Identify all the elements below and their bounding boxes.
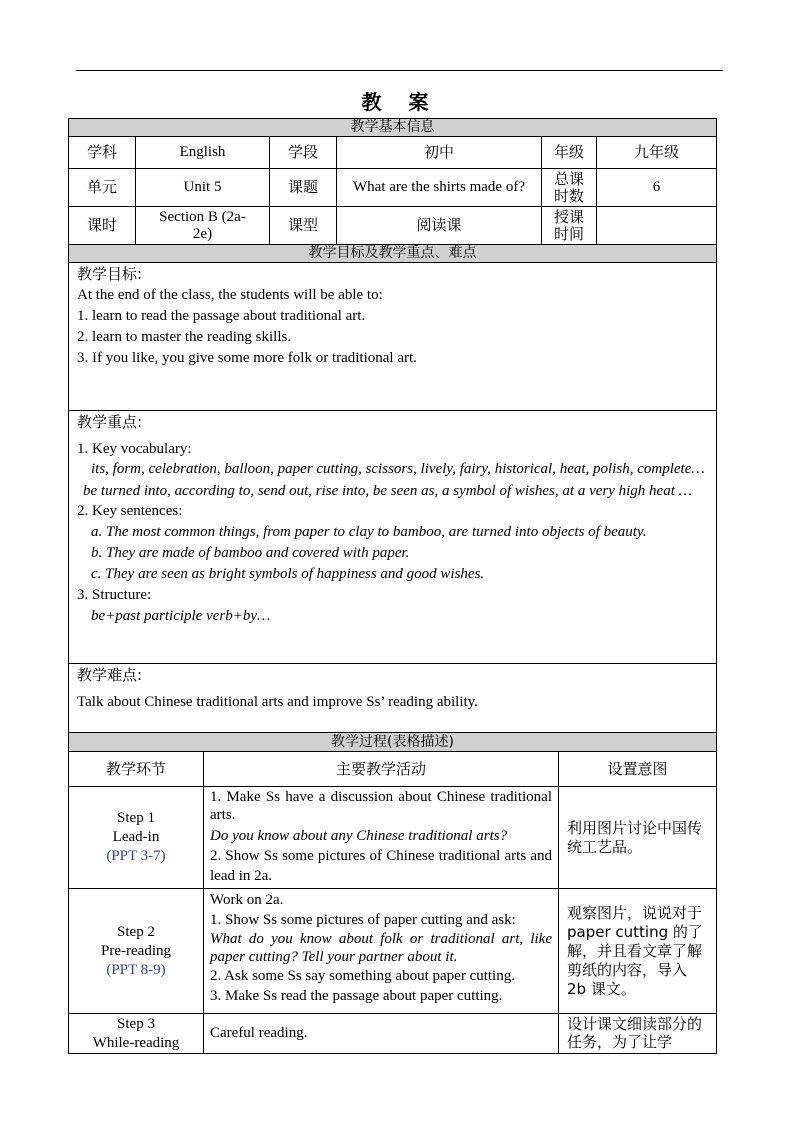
basic-info-header: 教学基本信息 [69,119,717,137]
step-2-activity: 3. Make Ss read the passage about paper cutting. [210,988,503,1004]
type-label: 课型 [270,207,337,245]
difficulty-text: Talk about Chinese traditional arts and improve Ss’ reading ability. [77,694,478,710]
info-row-3 [69,207,717,245]
vocabulary-title: 1. Key vocabulary: [77,441,192,457]
step-1-row [69,787,717,889]
unit-value: Unit 5 [136,169,270,207]
top-rule [76,70,723,71]
lesson-label: 课时 [69,207,136,245]
goals-intro: At the end of the class, the students will be able to: [77,287,383,303]
structure-text: be+past participle verb+by… [91,608,271,624]
col-intent-header: 设置意图 [559,752,717,787]
step-1-activities [204,787,559,889]
total-hours-value: 6 [597,169,717,207]
step-2-activity: 2. Ask some Ss say something about paper cutting. [210,968,515,984]
total-hours-label: 总课时数 [542,169,597,207]
goal-item: 2. learn to master the reading skills. [77,329,292,345]
step-2-activity: What do you know about folk or traditional art, like paper cutting? Tell your partner about it. [210,931,552,965]
vocabulary-words: its, form, celebration, balloon, paper cutting, scissors, lively, fairy, historical, heat, polish, complete… [91,461,705,477]
key-points-row [69,411,717,664]
document-title: 教 案 [361,90,439,114]
goals-row [69,263,717,411]
step-2-activity: 1. Show Ss some pictures of paper cutting and ask: [210,912,516,928]
step-1-ppt: (PPT 3-7) [106,848,166,864]
step-3-name: While-reading [92,1035,180,1051]
step-3-number: Step 3 [117,1016,155,1032]
col-stage-header: 教学环节 [69,752,204,787]
process-header-row [69,733,717,752]
goals-label: 教学目标: [77,265,143,283]
difficulty-label: 教学难点: [77,666,143,684]
col-activities-header: 主要教学活动 [204,752,559,787]
goal-item: 3. If you like, you give some more folk or traditional art. [77,350,417,366]
step-1-intent: 利用图片讨论中国传统工艺品。 [559,787,717,889]
stage-value: 初中 [337,137,542,169]
step-1-stage [69,787,204,889]
info-row-2 [69,169,717,207]
step-2-activities [204,889,559,1014]
sentences-title: 2. Key sentences: [77,503,183,519]
plan-table [68,118,717,733]
process-header: 教学过程(表格描述) [69,733,717,752]
process-table [68,732,717,1054]
lesson-value: Section B (2a-2e) [136,207,270,245]
step-2-name: Pre-reading [101,942,171,959]
step-2-row [69,889,717,1014]
unit-label: 单元 [69,169,136,207]
basic-info-header-row [69,119,717,137]
difficulty-row [69,664,717,733]
objectives-header: 教学目标及教学重点、难点 [69,245,717,263]
key-points-cell [69,411,717,664]
goals-cell [69,263,717,411]
step-1-activity: Do you know about any Chinese traditional arts? [210,828,508,844]
step-2-activity: Work on 2a. [210,892,284,908]
time-value [597,207,717,245]
step-2-number: Step 2 [117,923,155,940]
structure-title: 3. Structure: [77,587,152,603]
step-1-number: Step 1 [117,810,155,826]
topic-label: 课题 [270,169,337,207]
key-sentence: b. They are made of bamboo and covered with paper. [91,545,410,561]
lesson-plan-table [68,118,716,1054]
topic-value: What are the shirts made of? [337,169,542,207]
time-label: 授课时间 [542,207,597,245]
vocabulary-phrases: be turned into, according to, send out, rise into, be seen as, a symbol of wishes, at a very high heat … [83,483,692,499]
subject-label: 学科 [69,137,136,169]
goal-item: 1. learn to read the passage about traditional art. [77,308,366,324]
step-3-activity: Careful reading. [210,1025,308,1041]
process-columns-row [69,752,717,787]
type-value: 阅读课 [337,207,542,245]
step-1-activity: 2. Show Ss some pictures of Chinese traditional arts and lead in 2a. [210,848,552,884]
step-2-intent: 观察图片，说说对于 paper cutting 的了解，并且看文章了解剪纸的内容，导入 2b 课文。 [559,889,717,1014]
key-sentence: c. They are seen as bright symbols of happiness and good wishes. [91,566,485,582]
info-row-1 [69,137,717,169]
step-3-row [69,1014,717,1054]
key-points-label: 教学重点: [77,413,143,431]
difficulty-cell [69,664,717,733]
step-3-intent: 设计课文细读部分的任务，为了让学 [559,1014,717,1054]
step-3-activities [204,1014,559,1054]
grade-value: 九年级 [597,137,717,169]
stage-label: 学段 [270,137,337,169]
step-1-name: Lead-in [112,829,160,845]
step-2-ppt: (PPT 8-9) [106,961,166,978]
objectives-header-row [69,245,717,263]
step-3-stage [69,1014,204,1054]
key-sentence: a. The most common things, from paper to clay to bamboo, are turned into objects of beauty. [91,524,647,540]
step-1-activity: 1. Make Ss have a discussion about Chinese traditional arts. [210,789,552,823]
subject-value: English [136,137,270,169]
step-2-stage [69,889,204,1014]
grade-label: 年级 [542,137,597,169]
